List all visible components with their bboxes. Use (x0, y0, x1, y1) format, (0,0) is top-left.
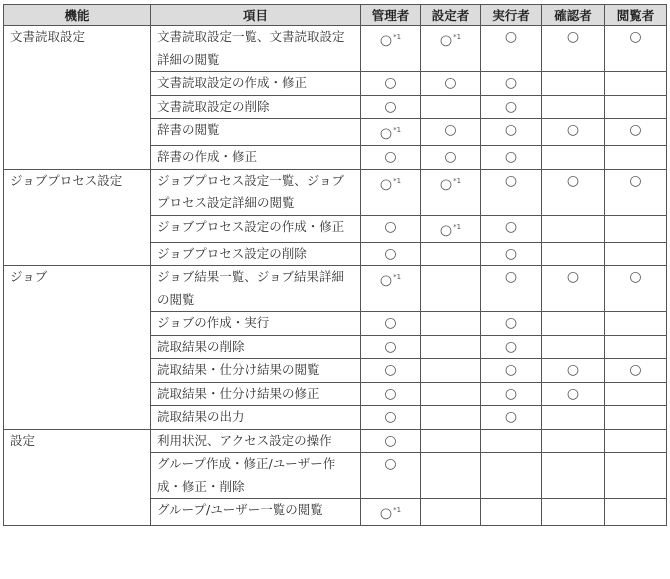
permission-cell-configurer (421, 359, 481, 383)
footnote-marker: *1 (393, 33, 402, 41)
circle-mark-icon: ○ (444, 122, 457, 138)
permission-cell-viewer (605, 26, 667, 72)
circle-mark-icon: ○ (566, 385, 580, 402)
circle-mark-icon: ○ (504, 362, 518, 379)
permission-cell-viewer (605, 359, 667, 383)
circle-mark-icon: ○ (384, 409, 397, 426)
circle-mark-icon: ○ (384, 362, 397, 379)
item-cell: 読取結果の出力 (151, 406, 361, 430)
circle-mark-icon: ○ (629, 362, 642, 379)
permission-cell-viewer (605, 242, 667, 266)
circle-mark-icon: ○ (629, 172, 642, 189)
permission-cell-checker (542, 453, 605, 499)
permission-cell-admin (361, 429, 421, 453)
footnote-marker: *1 (393, 273, 402, 282)
permission-cell-checker (542, 359, 605, 383)
circle-mark-icon: ○ (379, 505, 393, 522)
permission-cell-executor (481, 119, 542, 146)
header-viewer: 閲覧者 (605, 5, 667, 26)
feature-cell: 設定 (4, 429, 151, 526)
circle-mark-icon: ○ (379, 176, 393, 193)
header-checker: 確認者 (542, 5, 605, 26)
permission-cell-executor (481, 499, 542, 526)
permission-cell-viewer (605, 312, 667, 336)
permission-cell-configurer (421, 215, 481, 242)
header-row (4, 5, 667, 26)
circle-mark-icon: ○ (384, 149, 397, 166)
permission-cell-executor (481, 335, 542, 359)
permission-cell-checker (542, 242, 605, 266)
circle-mark-icon: ○ (504, 98, 518, 115)
circle-mark-icon: ○ (566, 362, 580, 379)
permission-cell-configurer (421, 146, 481, 170)
permission-cell-checker (542, 382, 605, 406)
table-body (4, 26, 667, 526)
permission-cell-admin (361, 119, 421, 146)
header-item: 項目 (151, 5, 361, 26)
item-cell: 辞書の作成・修正 (151, 146, 361, 170)
permission-cell-executor (481, 95, 542, 119)
footnote-marker: *1 (393, 506, 402, 515)
permission-cell-admin (361, 312, 421, 336)
circle-mark-icon: ○ (439, 32, 453, 49)
permission-cell-admin (361, 499, 421, 526)
permission-cell-executor (481, 312, 542, 336)
permission-cell-configurer (421, 72, 481, 96)
permission-cell-executor (481, 406, 542, 430)
permission-cell-executor (481, 169, 542, 215)
permission-cell-configurer (421, 266, 481, 312)
header-feature: 機能 (4, 5, 151, 26)
permission-cell-checker (542, 406, 605, 430)
item-cell: 読取結果・仕分け結果の修正 (151, 382, 361, 406)
permission-cell-checker (542, 499, 605, 526)
permission-cell-executor (481, 453, 542, 499)
permission-cell-executor (481, 242, 542, 266)
circle-mark-icon: ○ (504, 409, 518, 426)
item-cell: ジョブプロセス設定の作成・修正 (151, 215, 361, 242)
permission-cell-viewer (605, 169, 667, 215)
permission-cell-checker (542, 312, 605, 336)
circle-mark-icon: ○ (384, 218, 397, 235)
permission-cell-checker (542, 266, 605, 312)
permission-cell-viewer (605, 119, 667, 146)
circle-mark-icon: ○ (504, 338, 518, 355)
permission-cell-viewer (605, 382, 667, 406)
permission-cell-admin (361, 95, 421, 119)
item-cell: 文書読取設定一覧、文書読取設定詳細の閲覧 (151, 26, 361, 72)
permission-cell-admin (361, 72, 421, 96)
permission-cell-configurer (421, 429, 481, 453)
circle-mark-icon: ○ (629, 269, 642, 286)
circle-mark-icon: ○ (384, 385, 397, 402)
permission-cell-admin (361, 146, 421, 170)
header-admin: 管理者 (361, 5, 421, 26)
table-row (4, 266, 667, 312)
item-cell: 利用状況、アクセス設定の操作 (151, 429, 361, 453)
header-executor: 実行者 (481, 5, 542, 26)
footnote-marker: *1 (453, 222, 462, 231)
circle-mark-icon: ○ (504, 269, 518, 286)
table-header (4, 5, 667, 26)
circle-mark-icon: ○ (384, 456, 397, 473)
circle-mark-icon: ○ (504, 75, 518, 91)
circle-mark-icon: ○ (566, 29, 580, 45)
permission-cell-viewer (605, 453, 667, 499)
footnote-marker: *1 (393, 126, 402, 134)
table-row (4, 429, 667, 453)
circle-mark-icon: ○ (439, 176, 453, 193)
permission-cell-executor (481, 429, 542, 453)
permission-cell-configurer (421, 499, 481, 526)
feature-cell: 文書読取設定 (4, 26, 151, 170)
circle-mark-icon: ○ (384, 98, 397, 115)
permission-cell-executor (481, 215, 542, 242)
permission-cell-configurer (421, 453, 481, 499)
item-cell: 読取結果・仕分け結果の閲覧 (151, 359, 361, 383)
circle-mark-icon: ○ (384, 75, 397, 91)
item-cell: 文書読取設定の削除 (151, 95, 361, 119)
permission-cell-admin (361, 453, 421, 499)
item-cell: ジョブプロセス設定一覧、ジョブプロセス設定詳細の閲覧 (151, 169, 361, 215)
permission-cell-configurer (421, 406, 481, 430)
permission-cell-viewer (605, 499, 667, 526)
permission-cell-executor (481, 266, 542, 312)
item-cell: ジョブ結果一覧、ジョブ結果詳細の閲覧 (151, 266, 361, 312)
circle-mark-icon: ○ (566, 172, 580, 189)
permission-cell-admin (361, 215, 421, 242)
circle-mark-icon: ○ (504, 29, 518, 45)
circle-mark-icon: ○ (379, 32, 393, 49)
circle-mark-icon: ○ (566, 269, 580, 286)
circle-mark-icon: ○ (504, 218, 518, 235)
permission-cell-configurer (421, 382, 481, 406)
permission-cell-checker (542, 72, 605, 96)
table-row (4, 169, 667, 215)
item-cell: グループ作成・修正/ユーザー作成・修正・削除 (151, 453, 361, 499)
circle-mark-icon: ○ (629, 29, 642, 45)
permission-cell-admin (361, 169, 421, 215)
permission-cell-viewer (605, 146, 667, 170)
permission-cell-executor (481, 146, 542, 170)
permission-cell-checker (542, 26, 605, 72)
footnote-marker: *1 (453, 176, 462, 185)
permission-cell-viewer (605, 72, 667, 96)
permission-cell-admin (361, 382, 421, 406)
circle-mark-icon: ○ (566, 122, 580, 138)
circle-mark-icon: ○ (504, 245, 518, 262)
permission-cell-admin (361, 335, 421, 359)
permission-cell-executor (481, 72, 542, 96)
circle-mark-icon: ○ (504, 149, 518, 166)
header-configurer: 設定者 (421, 5, 481, 26)
permission-cell-viewer (605, 335, 667, 359)
circle-mark-icon: ○ (504, 122, 518, 138)
circle-mark-icon: ○ (384, 432, 397, 449)
permission-cell-configurer (421, 169, 481, 215)
permission-cell-admin (361, 266, 421, 312)
circle-mark-icon: ○ (504, 172, 518, 189)
circle-mark-icon: ○ (384, 338, 397, 355)
permission-cell-viewer (605, 429, 667, 453)
permission-cell-checker (542, 335, 605, 359)
permission-cell-executor (481, 26, 542, 72)
permission-cell-configurer (421, 95, 481, 119)
item-cell: 文書読取設定の作成・修正 (151, 72, 361, 96)
circle-mark-icon: ○ (439, 222, 453, 239)
feature-cell: ジョブ (4, 266, 151, 430)
table-row (4, 26, 667, 72)
circle-mark-icon: ○ (444, 149, 457, 166)
permission-cell-checker (542, 119, 605, 146)
permission-cell-configurer (421, 242, 481, 266)
permission-cell-viewer (605, 215, 667, 242)
permission-cell-executor (481, 382, 542, 406)
footnote-marker: *1 (453, 33, 462, 41)
permission-cell-checker (542, 95, 605, 119)
feature-cell: ジョブプロセス設定 (4, 169, 151, 266)
permission-cell-admin (361, 406, 421, 430)
circle-mark-icon: ○ (629, 122, 642, 138)
footnote-marker: *1 (393, 176, 402, 185)
item-cell: 読取結果の削除 (151, 335, 361, 359)
permission-cell-configurer (421, 312, 481, 336)
permission-cell-configurer (421, 335, 481, 359)
permission-cell-checker (542, 169, 605, 215)
item-cell: グループ/ユーザー一覧の閲覧 (151, 499, 361, 526)
permission-cell-executor (481, 359, 542, 383)
circle-mark-icon: ○ (384, 315, 397, 332)
item-cell: 辞書の閲覧 (151, 119, 361, 146)
permission-cell-viewer (605, 266, 667, 312)
permission-cell-checker (542, 215, 605, 242)
circle-mark-icon: ○ (379, 125, 393, 142)
circle-mark-icon: ○ (444, 75, 457, 91)
circle-mark-icon: ○ (504, 385, 518, 402)
permission-cell-admin (361, 242, 421, 266)
circle-mark-icon: ○ (504, 315, 518, 332)
permission-cell-checker (542, 429, 605, 453)
permissions-table (3, 4, 667, 526)
item-cell: ジョブの作成・実行 (151, 312, 361, 336)
permission-cell-viewer (605, 406, 667, 430)
permission-cell-viewer (605, 95, 667, 119)
circle-mark-icon: ○ (379, 272, 393, 289)
permission-cell-configurer (421, 119, 481, 146)
permission-cell-admin (361, 26, 421, 72)
permission-cell-admin (361, 359, 421, 383)
permission-cell-configurer (421, 26, 481, 72)
circle-mark-icon: ○ (384, 245, 397, 262)
item-cell: ジョブプロセス設定の削除 (151, 242, 361, 266)
permission-cell-checker (542, 146, 605, 170)
